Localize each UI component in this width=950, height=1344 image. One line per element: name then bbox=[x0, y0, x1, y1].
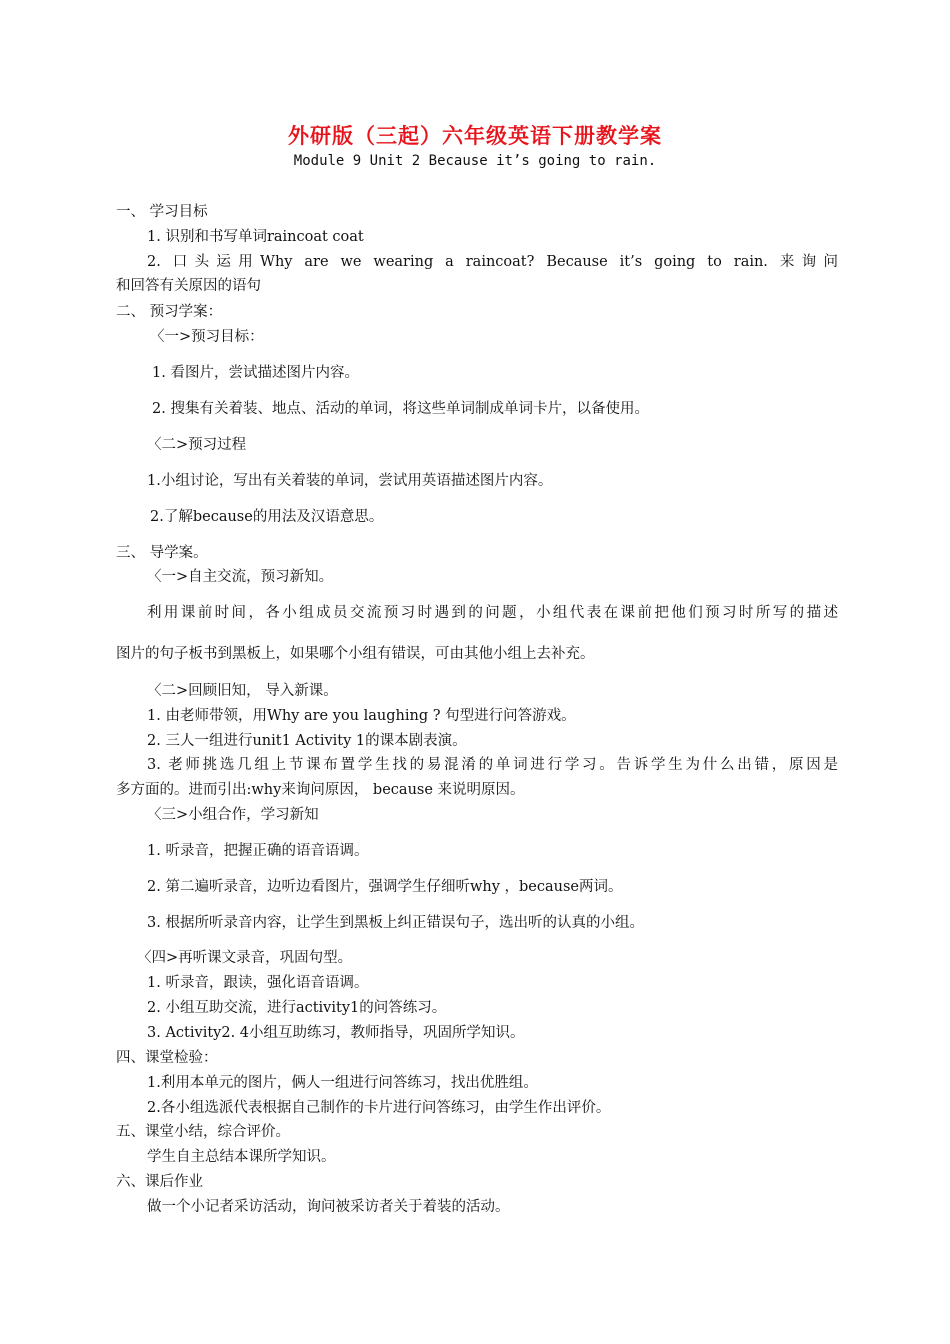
list-item: 2. 口头运用Why are we wearing a raincoat? Because it’s going to rain. 来询问 bbox=[147, 254, 838, 270]
subsection-heading: 〈一>预习目标： bbox=[150, 329, 264, 345]
subsection-heading: 〈二>回顾旧知， 导入新课。 bbox=[147, 683, 338, 699]
paragraph-line: 做一个小记者采访活动，询问被采访者关于着装的活动。 bbox=[147, 1199, 510, 1215]
section-heading-2: 二、 预习学案： bbox=[116, 304, 223, 320]
list-item: 1. 听录音，把握正确的语音语调。 bbox=[147, 843, 369, 859]
list-item: 2.了解because的用法及汉语意思。 bbox=[150, 509, 384, 525]
list-item: 2. 小组互助交流，进行activity1的问答练习。 bbox=[147, 1000, 447, 1016]
paragraph-line: 图片的句子板书到黑板上，如果哪个小组有错误，可由其他小组上去补充。 bbox=[116, 646, 595, 662]
list-item: 3. Activity2. 4小组互助练习，教师指导，巩固所学知识。 bbox=[147, 1025, 525, 1041]
list-item: 2.各小组选派代表根据自己制作的卡片进行问答练习，由学生作出评价。 bbox=[147, 1100, 611, 1116]
list-item: 2. 三人一组进行unit1 Activity 1的课本剧表演。 bbox=[147, 733, 467, 749]
list-item-continuation: 和回答有关原因的语句 bbox=[116, 278, 261, 294]
paragraph-line: 学生自主总结本课所学知识。 bbox=[147, 1149, 336, 1165]
list-item: 1. 识别和书写单词raincoat coat bbox=[147, 229, 364, 245]
list-item: 1. 由老师带领，用Why are you laughing ? 句型进行问答游戏。 bbox=[147, 708, 576, 724]
list-item: 3. 老师挑选几组上节课布置学生找的易混淆的单词进行学习。告诉学生为什么出错，原因是 bbox=[147, 757, 838, 773]
list-item: 1.利用本单元的图片，俩人一组进行问答练习，找出优胜组。 bbox=[147, 1075, 538, 1091]
list-item: 3. 根据所听录音内容，让学生到黑板上纠正错误句子，选出听的认真的小组。 bbox=[147, 915, 644, 931]
list-item: 1. 听录音，跟读，强化语音语调。 bbox=[147, 975, 369, 991]
section-heading-5: 五、课堂小结，综合评价。 bbox=[116, 1124, 290, 1140]
subsection-heading: 〈一>自主交流，预习新知。 bbox=[147, 569, 334, 585]
subsection-heading: 〈三>小组合作，学习新知 bbox=[147, 807, 319, 823]
section-heading-4: 四、课堂检验： bbox=[116, 1050, 218, 1066]
list-item: 1.小组讨论，写出有关着装的单词，尝试用英语描述图片内容。 bbox=[147, 473, 553, 489]
subsection-heading: 〈四>再听课文录音，巩固句型。 bbox=[137, 950, 353, 966]
list-item-continuation: 多方面的。进而引出:why来询问原因， because 来说明原因。 bbox=[116, 782, 525, 798]
section-heading-6: 六、课后作业 bbox=[116, 1174, 203, 1190]
paragraph-line: 利用课前时间，各小组成员交流预习时遇到的问题，小组代表在课前把他们预习时所写的描述 bbox=[147, 605, 838, 621]
page-title: 外研版（三起）六年级英语下册教学案 bbox=[288, 123, 662, 148]
list-item: 2. 第二遍听录音，边听边看图片，强调学生仔细听why ，because两词。 bbox=[147, 879, 623, 895]
section-heading-1: 一、 学习目标 bbox=[116, 204, 208, 220]
list-item: 1. 看图片，尝试描述图片内容。 bbox=[152, 365, 359, 381]
list-item: 2. 搜集有关着装、地点、活动的单词，将这些单词制成单词卡片，以备使用。 bbox=[152, 401, 649, 417]
section-heading-3: 三、 导学案。 bbox=[116, 545, 208, 561]
subsection-heading: 〈二>预习过程 bbox=[147, 437, 247, 453]
page-subtitle: Module 9 Unit 2 Because it’s going to rain. bbox=[293, 153, 657, 169]
